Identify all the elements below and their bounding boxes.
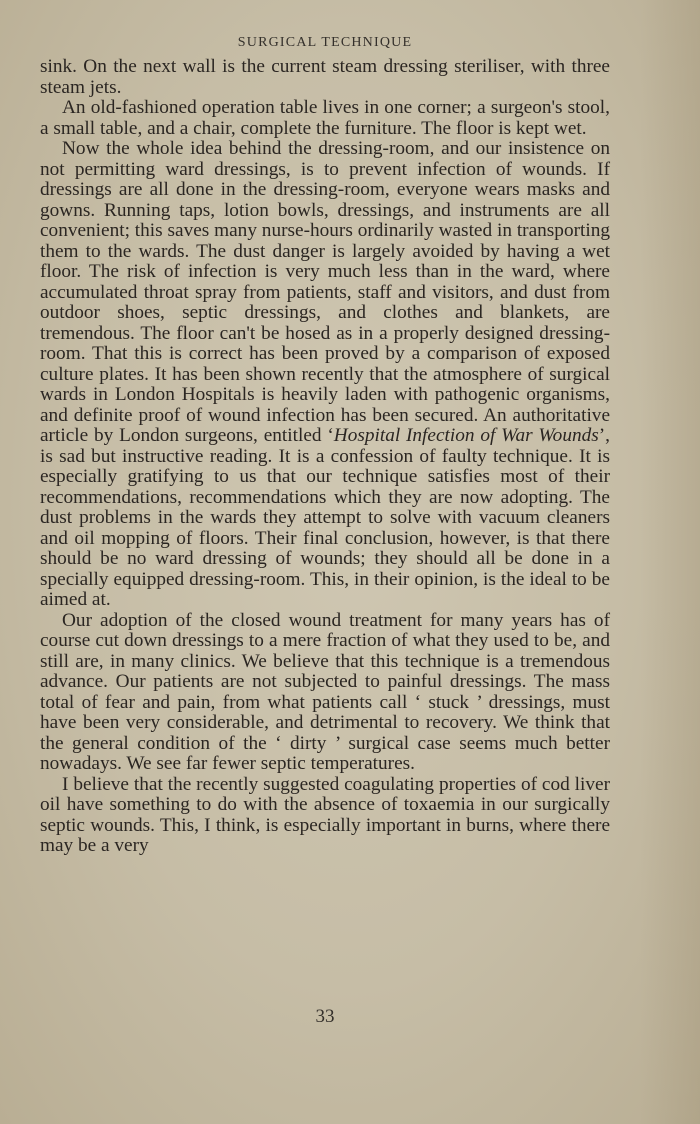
page-number: 33	[315, 1006, 335, 1027]
paragraph-3	[40, 139, 610, 611]
paragraph-4: Our adoption of the closed wound treatment for many years has of course cut down dressings to a mere fraction of what they used to be, and still are, in many clinics. We believe that this technique is a tremendous advance. Our patients are not subjected to painful dressings. The mass total of fear and pain, from what patients call ‘ stuck ’ dressings, must have been very considerable, and detrimental to recovery. We think that the general condition of the ‘ dirty ’ surgical case seems much better nowadays. We see far fewer septic temperatures.	[40, 609, 610, 774]
paragraph-2: An old-fashioned operation table lives in one corner; a surgeon's stool, a small table, and a chair, complete the furniture. The floor is kept wet.	[40, 97, 610, 139]
paragraph-1: sink. On the next wall is the current steam dressing steriliser, with three steam jets.	[40, 56, 610, 98]
running-header: SURGICAL TECHNIQUE	[237, 35, 413, 50]
paragraph-5: I believe that the recently suggested coagulating properties of cod liver oil have something to do with the absence of toxaemia in our surgically septic wounds. This, I think, is especially important in burns, where there may be a very	[40, 773, 610, 856]
page-edge-shading	[640, 0, 700, 1124]
body-text	[40, 57, 610, 857]
paragraph-3-text-a: Now the whole idea behind the dressing-room, and our insistence on not permitting ward dressings, is to prevent infection of wounds. If dressings are all done in the dressing-room, everyone wears masks and gowns. Running taps, lotion bowls, dressings, and instruments are all convenient; this saves many nurse-hours ordinarily wasted in transporting them to the wards. The dust danger is largely avoided by having a wet floor. The risk of infection is very much less than in the ward, where accumulated throat spray from patients, staff and visitors, and dust from outdoor shoes, septic dressings, and clothes and blankets, are tremendous. The floor can't be hosed as in a properly designed dressing-room. That this is correct has been proved by a comparison of exposed culture plates. It has been shown recently that the atmosphere of surgical wards in London Hospitals is heavily laden with pathogenic organisms, and definite proof of wound infection has been secured. An authoritative article by London surgeons, entitled ‘	[40, 138, 610, 446]
article-title: Hospital Infection of War Wounds	[333, 425, 599, 446]
paragraph-3-text-b: ’, is sad but instructive reading. It is a confession of faulty technique. It is especially gratifying to us that our technique satisfies most of their recommendations, recommendations which they are now adopting. The dust problems in the wards they attempt to solve with vacuum cleaners and oil mopping of floors. Their final conclusion, however, is that there should be no ward dressing of wounds; they should all be done in a specially equipped dressing-room. This, in their opinion, is the ideal to be aimed at.	[40, 425, 611, 610]
